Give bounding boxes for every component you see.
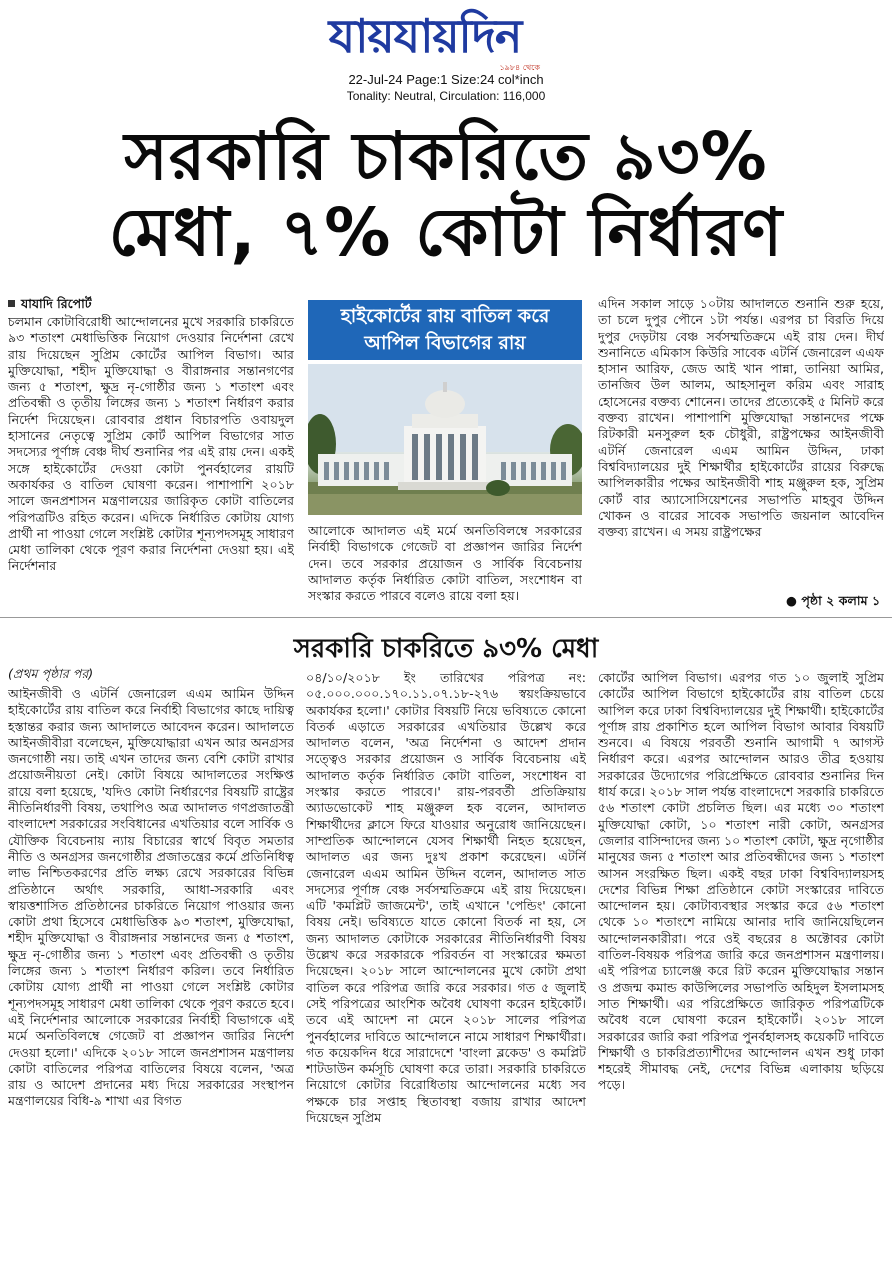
section-divider [0, 617, 892, 618]
front-column-2 [308, 523, 582, 611]
newspaper-logo [306, 6, 544, 72]
front-column-3 [598, 296, 884, 591]
byline-text: যাযাদি রিপোর্ট [21, 296, 92, 311]
front-column-1 [8, 314, 294, 612]
logo-text: যায়যায়দিন [328, 9, 522, 63]
main-headline-line2: মেধা, ৭% কোটা নির্ধারণ [108, 194, 784, 271]
jump-col2-text: ০৪/১০/২০১৮ ইং তারিখের পরিপত্র নং: ০৫.০০০.০০০.১৭০.১১.০৭.১৮-২৭৬ স্বয়ংক্রিয়ভাবে অকার্যকর হলো।' কোটার বিষয়টি নিয়ে ভবিষ্যতে কোনো বিতর্ক এড়াতে সরকারের এখতিয়ার উল্লেখ করে আদালত বলেন, 'অত্র নির্দেশনা ও আদেশ প্রদান সত্ত্বেও সরকার প্রয়োজন ও সার্বিক বিবেচনায় এই আদালত কর্তৃক নির্ধারিত কোটা বাতিল, সংশোধন বা সংস্কার করতে পারবে।' রায়-পরবর্তী প্রতিক্রিয়ায় অ্যাডভোকেট শাহ মঞ্জুরুল হক বলেন, আদালত শিক্ষার্থীদের ক্লাসে ফিরে যাওয়ার অনুরোধ জানিয়েছেন। সাম্প্রতিক আন্দোলনে যেসব শিক্ষার্থী নিহত হয়েছেন, আদালত এর জন্য দুঃখ প্রকাশ করেছেন। এটর্নি জেনারেল এএম আমিন উদ্দিন বলেন, আদালত সাত সদস্যের পূর্ণাঙ্গ বেঞ্চ সর্বসম্মতিক্রমে এই রায় দিয়েছেন। এটি 'কমপ্লিট জাজমেন্ট', তাই এখানে 'পেন্ডিং' কোনো বিষয় নেই। ভবিষ্যতে যাতে কোনো বিতর্ক না হয়, সে জন্য আদালত কোটাকে সরকারের নীতিনির্ধারণী বিষয় উল্লেখ করে সরকারকে পরিবর্তন বা সংস্কারের ক্ষমতা দিয়েছেন। ২০১৮ সালে আন্দোলনের মুখে কোটা প্রথা বাতিল করে পরিপত্র জারি করে সরকার। গত ৫ জুলাই সেই পরিপত্রের আংশিক অবৈধ ঘোষণা করেন হাইকোর্ট। তবে এই আদেশ না মেনে ২০১৮ সালের পরিপত্র পুনর্বহালের দাবিতে আন্দোলনে নামে সাধারণ শিক্ষার্থীরা। গত কয়েকদিন ধরে সারাদেশে 'বাংলা ব্লকেড' ও কমপ্লিট শাটডাউন কর্মসূচি ঘোষণা করে তারা। সরকারি চাকরিতে নিয়োগে কোটার বিরোধিতায় আন্দোলনের মধ্যে সব পক্ষকে চার সপ্তাহ স্থিতাবস্থা বজায় রাখার আদেশ দিয়েছেন সুপ্রিম [306, 670, 586, 1126]
continued-page-ref: ● পৃষ্ঠা ২ কলাম ১ [786, 593, 881, 608]
main-headline-line1: সরকারি চাকরিতে ৯৩% [124, 118, 768, 195]
jump-column-1 [8, 686, 294, 1266]
continued-from-note: (প্রথম পৃষ্ঠার পর) [8, 666, 94, 681]
clipping-meta-date: 22-Jul-24 Page:1 Size:24 col*inch [348, 72, 544, 87]
front-col3-text: এদিন সকাল সাড়ে ১০টায় আদালতে শুনানি শুরু হয়ে, তা চলে দুপুর পৌনে ১টা পর্যন্ত। এরপর চা বিরতি দিয়ে দুপুর দেড়টায় বেঞ্চ সর্বসম্মতিক্রমে এই রায় দেন। দীর্ঘ শুনানিতে এমিকাস কিউরি সাবেক এটর্নি জেনারেল এএফ হাসান আরিফ, জেড আই খান পান্না, তানিয়া আমির, তানজিব উল আলম, আহসানুল করিম এবং সারাহ হোসেনের বক্তব্য শোনেন। তাদের প্রত্যেকেই ৫ মিনিট করে বক্তব্য রাখেন। পাশাপাশি মুক্তিযোদ্ধা সন্তানদের পক্ষে রিটকারী মনসুরুল হক চৌধুরী, রাষ্ট্রপক্ষের আইনজীবী এটর্নি জেনারেল এএম আমিন উদ্দিন, ঢাকা বিশ্ববিদ্যালয়ের দুই শিক্ষার্থীর হাইকোর্টের রায়ের বিরুদ্ধে আপিলকারীর পক্ষের আইনজীবী শাহ মঞ্জুরুল হক, সুপ্রিম কোর্ট বার অ্যাসোসিয়েশনের সভাপতি মাহবুব উদ্দিন খোকন ও বারের সাবেক সভাপতি জয়নাল আবেদিন বক্তব্য রাখেন। এ সময় রাষ্ট্রপক্ষের [598, 296, 884, 540]
supreme-court-building-image [308, 364, 582, 515]
jump-column-3 [598, 670, 884, 1266]
supreme-court-photo [308, 364, 582, 515]
logo-tagline: ১৯৮৪ থেকে [499, 63, 540, 72]
byline [8, 296, 92, 316]
box-headline-line2: আপিল বিভাগের রায় [364, 332, 526, 354]
jump-column-2 [306, 670, 586, 1266]
jump-col1-text: আইনজীবী ও এটর্নি জেনারেল এএম আমিন উদ্দিন হাইকোর্টের রায় বাতিল করে নির্বাহী বিভাগের কাছে দায়িত্ব হস্তান্তর করার জন্য আদালতে আবেদন করেন। আদালতে আইনজীবীরা বলেছেন, মুক্তিযোদ্ধারা এখন আর অনগ্রসর জনগোষ্ঠী নয়। তাই এখন তাদের জন্য বেশি কোটা রাখার প্রয়োজনীয়তা নেই। কোটা বিষয়ে আদালতের সংক্ষিপ্ত রায়ে বলা হয়েছে, 'যদিও কোটা নির্ধারণের বিষয়টি রাষ্ট্রের নীতিনির্ধারণী বিষয়, তথাপিও অত্র আদালত গণপ্রজাতন্ত্রী বাংলাদেশ সরকারের সংবিধানের এখতিয়ার বলে সার্বিক ও যৌক্তিক বিবেচনায় ন্যায় বিচারের স্বার্থে বিবৃত সমতার নীতি ও অনগ্রসর জনগোষ্ঠীর প্রজাতন্ত্রের কর্মে প্রতিনিধিত্ব লাভ নিশ্চিতকরণের প্রতি লক্ষ্য রেখে সরকারের বিভিন্ন প্রতিষ্ঠানে অর্থাৎ সরকারি, আধা-সরকারি এবং স্বায়ত্তশাসিত প্রতিষ্ঠানের চাকরিতে নিয়োগ পাওয়ার জন্য কোটা প্রথা হিসেবে মেধাভিত্তিক ৯৩ শতাংশ, মুক্তিযোদ্ধা, শহীদ মুক্তিযোদ্ধা ও বীরাঙ্গনার সন্তানদের জন্য ৫ শতাংশ, ক্ষুদ্র নৃ-গোষ্ঠীর জন্য ১ শতাংশ এবং প্রতিবন্ধী ও তৃতীয় লিঙ্গের জন্য ১ শতাংশ নির্ধারণ করিল। তবে নির্ধারিত কোটায় যোগ্য প্রার্থী না পাওয়া গেলে সংশ্লিষ্ট কোটার শূন্যপদসমূহ সাধারণ মেধা তালিকা থেকে পূরণ করতে হবে। এই নির্দেশনার আলোকে সরকারের নির্বাহী বিভাগকে এই মর্মে অনতিবিলম্বে গেজেট বা প্রজ্ঞাপন জারির নির্দেশ দেওয়া হলো।' এদিকে ২০১৮ সালে জনপ্রশাসন মন্ত্রণালয় কোটা বাতিলের পরিপত্র বাতিলের বিষয়ে বলেন, 'অত্র রায় ও আদেশ প্রদানের মধ্য দিয়ে সরকারের সংস্থাপন মন্ত্রণালয়ের বিধি-৯ শাখা এর বিগত [8, 686, 294, 1109]
front-col2-text: আলোকে আদালত এই মর্মে অনতিবিলম্বে সরকারের নির্বাহী বিভাগকে গেজেট বা প্রজ্ঞাপন জারির নির্দেশ দেন। তবে সরকার প্রয়োজন ও সার্বিক বিবেচনায় আদালত কর্তৃক নির্ধারিত কোটা বাতিল, সংশোধন বা সংস্কার করতে পারবে বলেও রায়ে বলা হয়। [308, 523, 582, 604]
masthead [0, 0, 892, 110]
clipping-meta-tonality: Tonality: Neutral, Circulation: 116,000 [346, 89, 546, 103]
jump-col3-text: কোর্টের আপিল বিভাগ। এরপর গত ১০ জুলাই সুপ্রিম কোর্টের আপিল বিভাগে হাইকোর্টের রায় বাতিল চেয়ে আপিল করে ঢাকা বিশ্ববিদ্যালয়ের দুই শিক্ষার্থী। হাইকোর্টের পূর্ণাঙ্গ রায় প্রকাশিত হলে আপিল বিভাগ আবার বিষয়টি শুনবে। এ বিষয়ে পরবর্তী শুনানি আগামী ৭ আগস্ট নির্ধারণ করে। এরপর আন্দোলন আরও তীব্র হওয়ায় সরকারের উদ্যোগের পরিপ্রেক্ষিতে রোববার শুনানির দিন ধার্য করে। ২০১৮ সাল পর্যন্ত বাংলাদেশে সরকারি চাকরিতে ৫৬ শতাংশ কোটা প্রচলিত ছিল। এর মধ্যে ৩০ শতাংশ মুক্তিযোদ্ধা কোটা, ১০ শতাংশ নারী কোটা, অনগ্রসর জেলার বাসিন্দাদের জন্য ১০ শতাংশ কোটা, ক্ষুদ্র নৃগোষ্ঠীর মানুষের জন্য ৫ শতাংশ আর প্রতিবন্ধীদের জন্য ১ শতাংশ আসন সংরক্ষিত ছিল। একই বছর ঢাকা বিশ্ববিদ্যালয়সহ দেশের বিভিন্ন শিক্ষা প্রতিষ্ঠানে কোটা সংস্কারের দাবিতে আন্দোলন হয়। কোটাব্যবস্থার সংস্কার করে ৫৬ শতাংশ থেকে ১০ শতাংশে নামিয়ে আনার দাবি জানিয়েছিলেন আন্দোলনকারীরা। পরে ওই বছরের ৪ অক্টোবর কোটা বাতিল-বিষয়ক পরিপত্র জারি করে জনপ্রশাসন মন্ত্রণালয়। এই পরিপত্র চ্যালেঞ্জ করে রিট করেন মুক্তিযোদ্ধার সন্তান ও প্রজন্ম কমান্ড কাউন্সিলের সভাপতি অহিদুল ইসলামসহ সাত শিক্ষার্থী। এর পরিপ্রেক্ষিতে জারিকৃত পরিপত্রটিকে অবৈধ বলে ঘোষণা করেন হাইকোর্ট। ২০১৮ সালে সরকারের জারি করা পরিপত্র পুনর্বহালসহ কয়েকটি দাবিতে শিক্ষার্থী ও চাকরিপ্রত্যাশীদের আন্দোলন এখন শুধু ঢাকা শহরেই সীমাবদ্ধ নেই, দেশের বিভিন্ন এলাকায় ছড়িয়ে পড়ে। [598, 670, 884, 1093]
box-headline-line1: হাইকোর্টের রায় বাতিল করে [340, 305, 550, 327]
box-headline [308, 300, 582, 360]
front-col1-text: চলমান কোটাবিরোধী আন্দোলনের মুখে সরকারি চাকরিতে ৯৩ শতাংশ মেধাভিত্তিক নিয়োগ দেওয়ার নির্দেশনা রেখে রায় দিয়েছেন সুপ্রিম কোর্টের আপিল বিভাগ। আর মুক্তিযোদ্ধা, শহীদ মুক্তিযোদ্ধা ও বীরাঙ্গনার সন্তানগণের জন্য ৫ শতাংশ, ক্ষুদ্র নৃ-গোষ্ঠীর জন্য ১ শতাংশ এবং প্রতিবন্ধী ও তৃতীয় লিঙ্গের জন্য ১ শতাংশ নির্ধারণ করার নির্দেশ দিয়েছেন। রোববার প্রধান বিচারপতি ওবায়দুল হাসানের নেতৃত্বে সুপ্রিম কোর্ট আপিল বিভাগের সাত সদস্যের পূর্ণাঙ্গ বেঞ্চ দীর্ঘ শুনানির পর এই রায় দেন। একই সঙ্গে হাইকোর্টের দেওয়া কোটা পুনর্বহালের রায়টি অকার্যকর ও বাতিল ঘোষণা করেন। পাশাপাশি ২০১৮ সালে জনপ্রশাসন মন্ত্রণালয়ের জারিকৃত কোটা বাতিলের পরিপত্রটিও রহিত করেন। এদিকে নির্ধারিত কোটায় যোগ্য প্রার্থী না পাওয়া গেলে সংশ্লিষ্ট কোটার শূন্যপদসমূহ সাধারণ মেধা তালিকা থেকে পূরণ করার নির্দেশনা দেওয়া হয়। এই নির্দেশনার [8, 314, 294, 574]
byline-bullet-icon [8, 300, 15, 307]
jump-headline: সরকারি চাকরিতে ৯৩% মেধা [293, 634, 599, 664]
